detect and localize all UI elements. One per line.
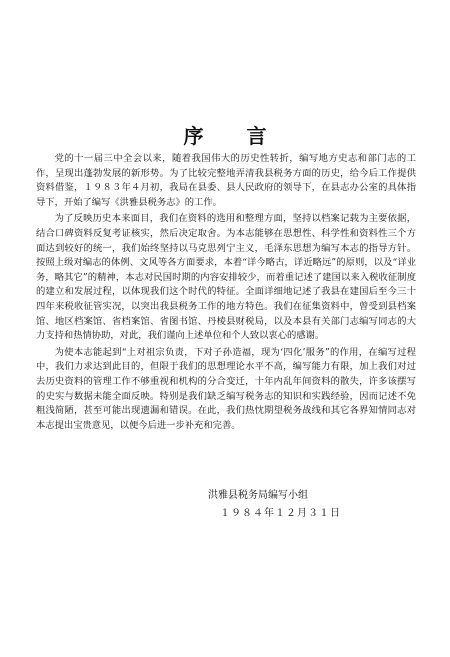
paragraph-2: 为了反映历史本来面目，我们在资料的选用和整理方面，坚持以档案记载为主要依据，结合口碑资料反复考证核实，然后决定取舍。为本志能够在思想性、科学性和资料性三个方面达到较好的统一，我们始终坚持以马克思列宁主义，毛泽东思想为编写本志的指导方针。按照上级对编志的体例、文风等各方面要求，本着“详今略古，详近略远”的原则，以及“详业务，略其它”的精神，本志对民国时期的内容安排较少，而着重记述了建国以来入税收征制度的建立和发展过程，以体现我们这个时代的特征。全面详细地记述了我县在建国后至今三十四年来税收征管实况，以突出我县税务工作的地方特色。我们在征集资料中，曾受到县档案馆、地区档案馆、省档案馆、省图书馆、丹棱县财税局，以及本县有关部门志编写同志的大力支持和热情协助，对此，我们谨向上述单位和个人致以衷心的感谢。 [36, 213, 416, 342]
paragraph-1: 党的十一届三中全会以来，随着我国伟大的历史性转折，编写地方史志和部门志的工作，呈现出蓬勃发展的新形势。为了比较完整地弄清我县税务方面的历史，给今后工作提供资料借鉴，１９８３年４月初，我局在县委、县人民政府的领导下，在县志办公室的具体指导下，开始了编写《洪雅县税务志》的工作。 [36, 153, 416, 208]
signature-date: １９８４年１２月３１日 [220, 508, 341, 519]
preface-title: 序 言 [183, 124, 285, 148]
paragraph-3: 为使本志能起到“上对祖宗负责，下对子孙造福，现为‘四化’服务”的作用，在编写过程中，我们力求达到此目的，但限于我们的思想理论水平不高，编写能力有限，加上我们对过去历史资料的管理工作不够重视和机构的分合变迁，十年内乱年间资料的散失，许多该摆写的史实与数据未能全面反映。特别是我们缺乏编写税务志的知识和实践经验，因而记述不免粗浅简陋，甚至可能出现遗漏和错误。在此，我们热忱期望税务战线和其它各界知情同志对本志提出宝贵意见，以便今后进一步补充和完善。 [36, 346, 416, 431]
signature-org: 洪雅县税务局编写小组 [208, 490, 308, 501]
signature-block [208, 487, 341, 523]
preface-body [36, 152, 416, 435]
